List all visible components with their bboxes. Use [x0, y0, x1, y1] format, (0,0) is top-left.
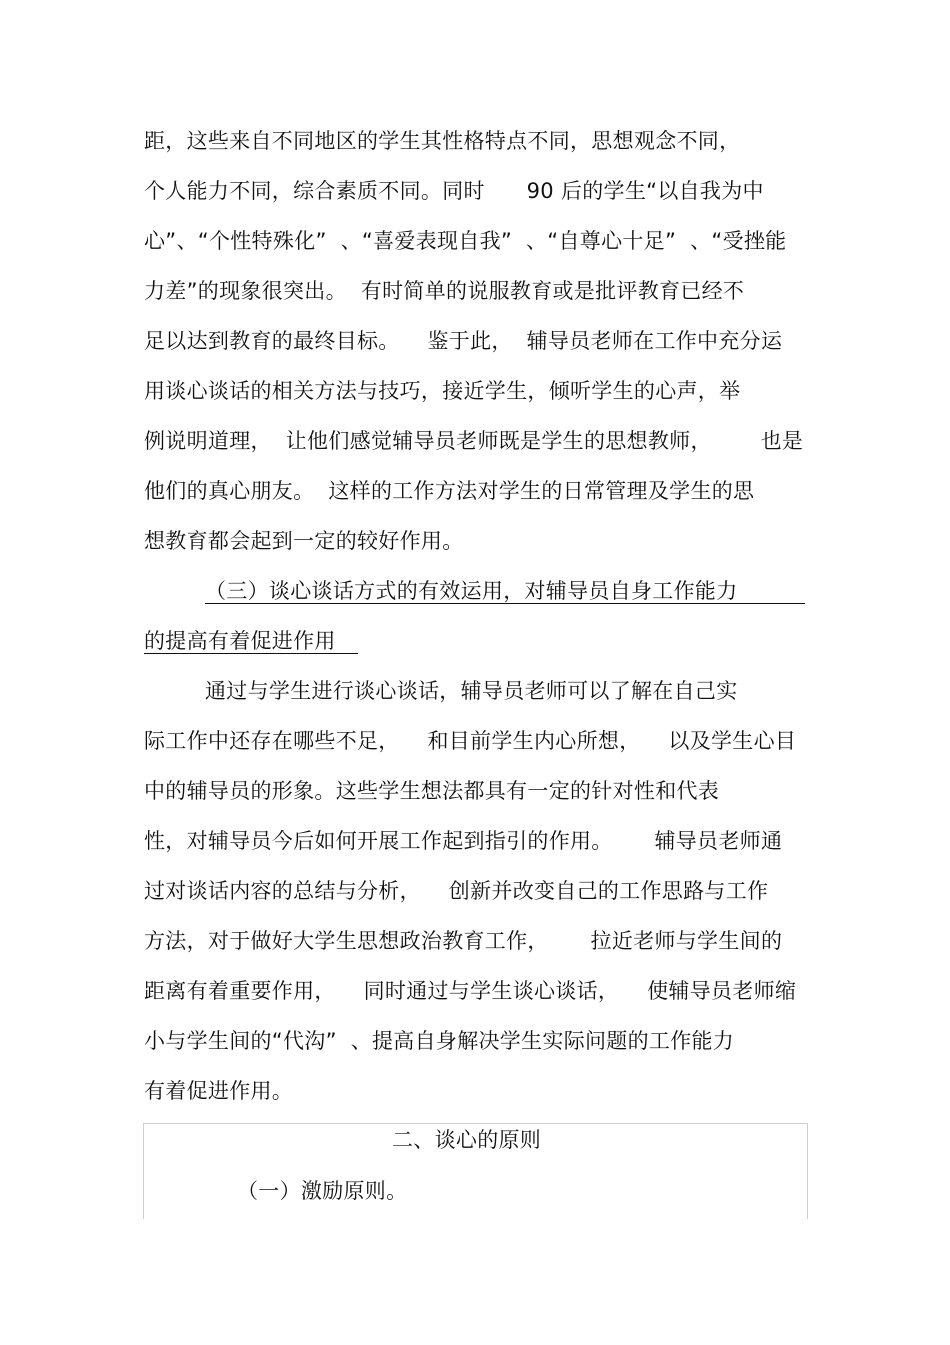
paragraph-2-line-2: 际工作中还存在哪些不足， 和目前学生内心所想， 以及学生心目 — [144, 729, 797, 753]
paragraph-1-line-2: 个人能力不同，综合素质不同。同时 90 后的学生“以自我为中 — [144, 179, 764, 203]
paragraph-2-line-7: 距离有着重要作用， 同时通过与学生谈心谈话， 使辅导员老师缩 — [144, 979, 797, 1003]
paragraph-2-line-9: 有着促进作用。 — [144, 1079, 294, 1103]
paragraph-1-line-8: 他们的真心朋友。 这样的工作方法对学生的日常管理及学生的思 — [144, 479, 755, 503]
paragraph-1-line-6: 用谈心谈话的相关方法与技巧，接近学生，倾听学生的心声，举 — [144, 379, 741, 403]
section-2-title: 二、谈心的原则 — [392, 1128, 542, 1152]
paragraph-2-line-6: 方法，对于做好大学生思想政治教育工作， 拉近老师与学生间的 — [144, 929, 783, 953]
paragraph-1-line-5: 足以达到教育的最终目标。 鉴于此， 辅导员老师在工作中充分运 — [144, 329, 783, 353]
section-3-heading-line-2: 的提高有着促进作用 — [144, 629, 336, 653]
section-3-heading-underline-1 — [205, 603, 805, 604]
paragraph-2-line-3: 中的辅导员的形象。这些学生想法都具有一定的针对性和代表 — [144, 779, 720, 803]
paragraph-1-line-4: 力差”的现象很突出。 有时简单的说服教育或是批评教育已经不 — [144, 279, 745, 303]
paragraph-2-line-4: 性，对辅导员今后如何开展工作起到指引的作用。 辅导员老师通 — [144, 829, 783, 853]
paragraph-2-line-1: 通过与学生进行谈心谈话，辅导员老师可以了解在自己实 — [205, 679, 738, 703]
paragraph-1-line-7: 例说明道理， 让他们感觉辅导员老师既是学生的思想教师， 也是 — [144, 429, 804, 453]
paragraph-2-line-5: 过对谈话内容的总结与分析， 创新并改变自己的工作思路与工作 — [144, 879, 769, 903]
section-3-heading-underline-2 — [144, 653, 358, 654]
paragraph-1-line-3: 心”、“个性特殊化” 、“喜爱表现自我” 、“自尊心十足” 、“受挫能 — [144, 229, 787, 253]
paragraph-2-line-8: 小与学生间的“代沟” 、提高自身解决学生实际问题的工作能力 — [144, 1029, 735, 1053]
paragraph-1-line-9: 想教育都会起到一定的较好作用。 — [144, 529, 464, 553]
paragraph-1-line-1: 距，这些来自不同地区的学生其性格特点不同，思想观念不同， — [144, 129, 741, 153]
section-3-heading-line-1: （三）谈心谈话方式的有效运用，对辅导员自身工作能力 — [205, 579, 738, 603]
section-2-subheading-1: （一）激励原则。 — [237, 1179, 408, 1203]
